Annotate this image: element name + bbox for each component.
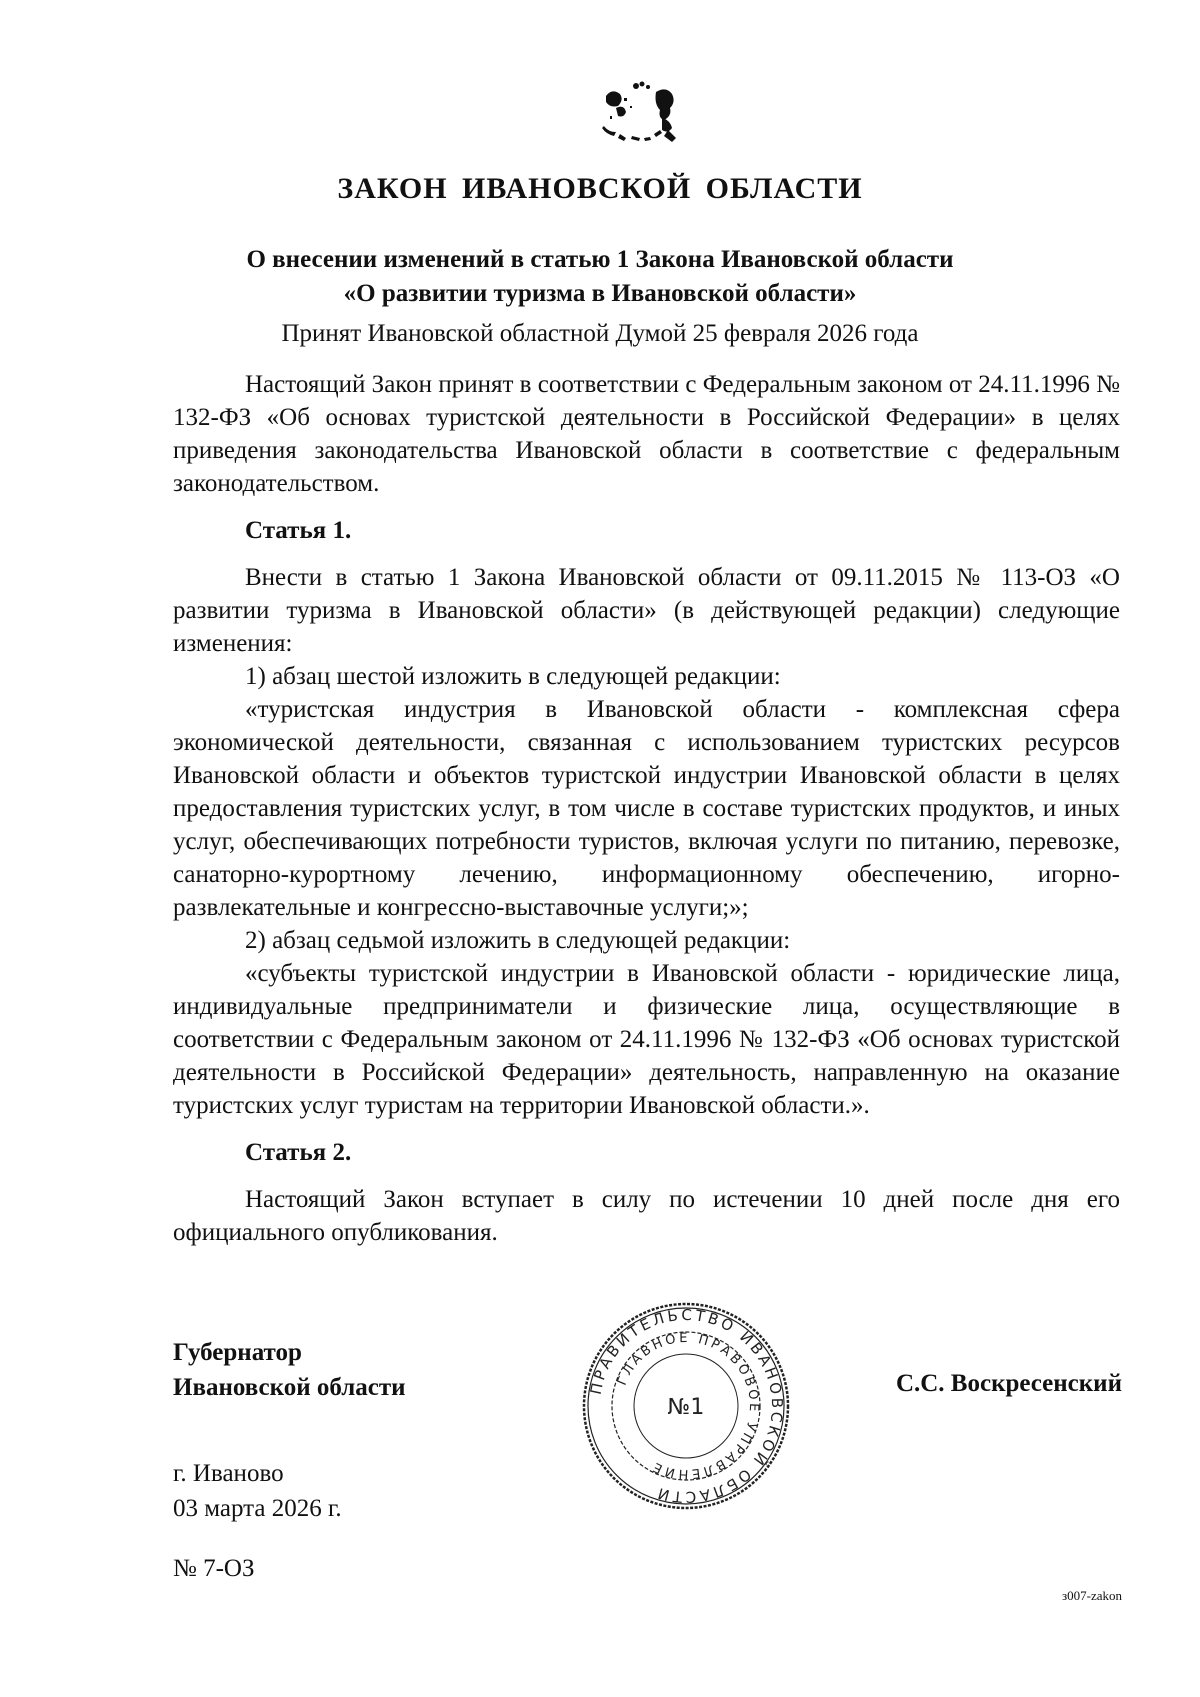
article-1-item-1-text: «туристская индустрия в Ивановской области - комплексная сфера экономической деятельности, связанная с использованием туристских ресурсов Ивановской области и объектов туристской индустрии Ивановской области в целях предоставления туристских услуг, в том числе в составе туристских продуктов, и иных услуг, обеспечивающих потребности туристов, включая услуги по питанию, перевозке, санаторно-курортному лечению, информационному обеспечению, игорно-развлекательные и конгрессно-выставочные услуги;»; xyxy=(173,696,1120,921)
footer-document-code: з007-zakon xyxy=(1061,1588,1122,1603)
coat-of-arms-icon xyxy=(596,78,692,152)
document-body xyxy=(173,368,1120,1249)
seal-outer-text: ПРАВИТЕЛЬСТВО ИВАНОВСКОЙ ОБЛАСТИ xyxy=(586,1305,787,1507)
article-1-intro: Внести в статью 1 Закона Ивановской области от 09.11.2015 № 113-ОЗ «О развитии туризма в Ивановской области» (в действующей редакции) следующие изменения: xyxy=(173,564,1120,657)
document-subtitle xyxy=(0,243,1200,311)
date-of-signing: 03 марта 2026 г. xyxy=(173,1495,342,1522)
place-of-signing: г. Иваново xyxy=(173,1460,284,1487)
signatory-position-line-1: Губернатор xyxy=(173,1339,302,1366)
law-number: № 7-ОЗ xyxy=(173,1555,255,1582)
seal-inner-text: ГЛАВНОЕ ПРАВОВОЕ УПРАВЛЕНИЕ xyxy=(614,1330,762,1482)
official-seal-stamp xyxy=(580,1300,792,1512)
subtitle-line-2: «О развитии туризма в Ивановской области» xyxy=(343,280,857,307)
signatory-position-line-2: Ивановской области xyxy=(173,1374,406,1401)
subtitle-line-1: О внесении изменений в статью 1 Закона Ивановской области xyxy=(246,246,954,273)
preamble-paragraph: Настоящий Закон принят в соответствии с Федеральным законом от 24.11.1996 № 132-ФЗ «Об основах туристской деятельности в Российской Федерации» в целях приведения законодательства Ивановской области в соответствие с федеральным законодательством. xyxy=(173,371,1120,497)
signatory-position xyxy=(173,1335,406,1405)
document-title: ЗАКОН ИВАНОВСКОЙ ОБЛАСТИ xyxy=(337,172,863,205)
article-1-item-2-text: «субъекты туристской индустрии в Ивановской области - юридические лица, индивидуальные предприниматели и физические лица, осуществляющие в соответствии с Федеральным законом от 24.11.1996 № 132-ФЗ «Об основах туристской деятельности в Российской Федерации» деятельность, направленную на оказание туристских услуг туристам на территории Ивановской области.». xyxy=(173,960,1120,1119)
seal-center-number: №1 xyxy=(667,1395,705,1420)
article-1-heading: Статья 1. xyxy=(245,517,352,544)
article-2-text: Настоящий Закон вступает в силу по истечении 10 дней после дня его официального опубликования. xyxy=(173,1186,1120,1246)
adoption-line: Принят Ивановской областной Думой 25 февраля 2026 года xyxy=(281,320,919,347)
place-and-date xyxy=(173,1456,342,1526)
article-1-item-1: 1) абзац шестой изложить в следующей редакции: xyxy=(245,663,781,690)
signatory-name: С.С. Воскресенский xyxy=(895,1370,1122,1397)
article-2-heading: Статья 2. xyxy=(245,1139,352,1166)
article-1-item-2: 2) абзац седьмой изложить в следующей редакции: xyxy=(245,927,791,954)
